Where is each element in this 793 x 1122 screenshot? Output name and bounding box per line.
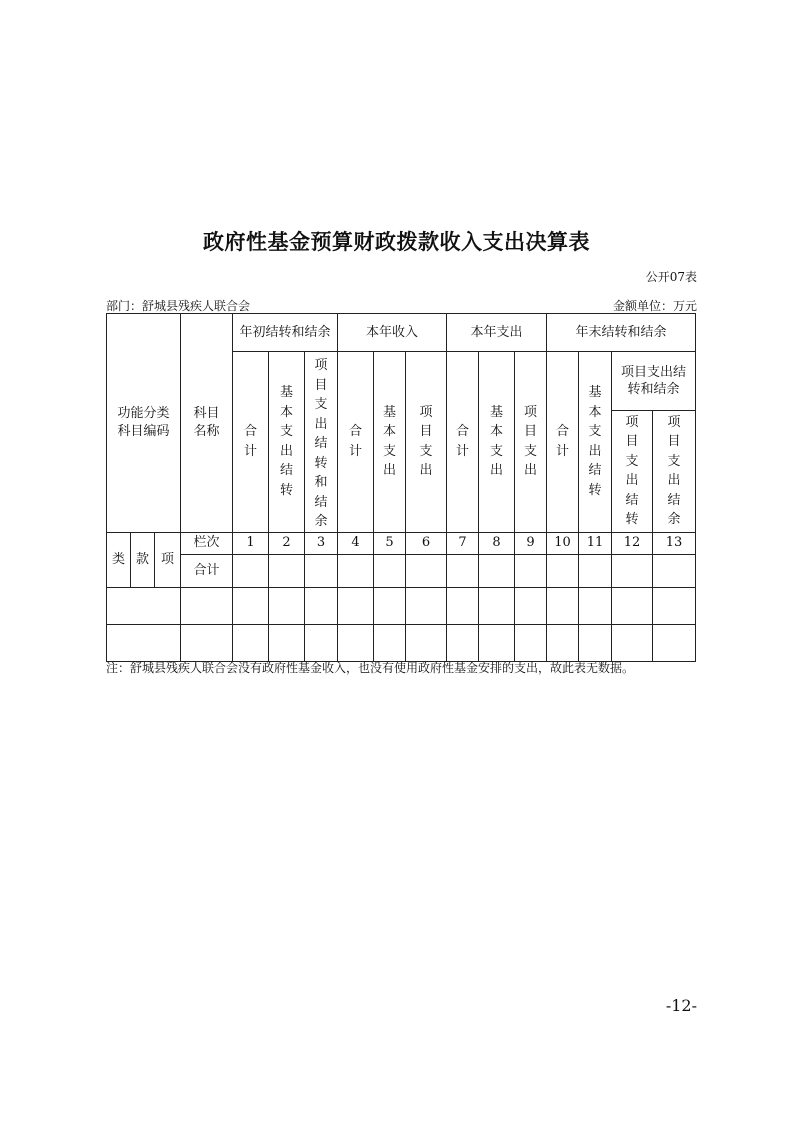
end-project-balance-header: 项目支出结转和结余 (612, 352, 696, 411)
expense-basic-header: 基本支出 (479, 352, 515, 533)
column-number: 6 (406, 532, 447, 554)
column-number: 11 (579, 532, 612, 554)
column-number: 12 (612, 532, 653, 554)
end-project-carry-header: 项目支出结转 (612, 411, 653, 532)
kuan-header: 款 (131, 532, 155, 587)
column-number: 4 (338, 532, 374, 554)
subject-name-header: 科目名称 (181, 314, 233, 533)
expense-header: 本年支出 (447, 314, 547, 352)
footnote: 注：舒城县残疾人联合会没有政府性基金收入，也没有使用政府性基金安排的支出，故此表无数据。 (106, 661, 635, 675)
sum-row-label: 合计 (181, 554, 233, 587)
begin-balance-header: 年初结转和结余 (233, 314, 338, 352)
income-header: 本年收入 (338, 314, 447, 352)
expense-total-header: 合计 (447, 352, 479, 533)
income-total-header: 合计 (338, 352, 374, 533)
income-basic-header: 基本支出 (374, 352, 406, 533)
budget-table (106, 313, 696, 662)
xiang-header: 项 (155, 532, 181, 587)
class-header: 类 (107, 532, 131, 587)
table-row (107, 587, 696, 624)
table-row (107, 624, 696, 661)
column-number: 9 (515, 532, 547, 554)
amount-unit-label: 金额单位：万元 (612, 299, 697, 313)
department-label: 部门：舒城县残疾人联合会 (106, 299, 251, 313)
end-balance-header: 年末结转和结余 (547, 314, 696, 352)
begin-basic-carry-header: 基本支出结转 (269, 352, 305, 533)
end-total-header: 合计 (547, 352, 579, 533)
begin-total-header: 合计 (233, 352, 269, 533)
form-number: 公开07表 (645, 270, 697, 284)
begin-project-carry-balance-header: 项目支出结转和结余 (305, 352, 338, 533)
page-title: 政府性基金预算财政拨款收入支出决算表 (203, 230, 590, 254)
column-number: 2 (269, 532, 305, 554)
end-basic-carry-header: 基本支出结转 (579, 352, 612, 533)
sum-row (107, 554, 696, 587)
column-number: 13 (653, 532, 696, 554)
column-number: 7 (447, 532, 479, 554)
column-number: 3 (305, 532, 338, 554)
end-project-remain-header: 项目支出结余 (653, 411, 696, 532)
income-project-header: 项目支出 (406, 352, 447, 533)
column-number: 10 (547, 532, 579, 554)
column-order-label: 栏次 (181, 532, 233, 554)
func-code-header: 功能分类科目编码 (107, 314, 181, 533)
column-number: 5 (374, 532, 406, 554)
expense-project-header: 项目支出 (515, 352, 547, 533)
column-number: 8 (479, 532, 515, 554)
column-number: 1 (233, 532, 269, 554)
page-number: -12- (665, 996, 697, 1015)
